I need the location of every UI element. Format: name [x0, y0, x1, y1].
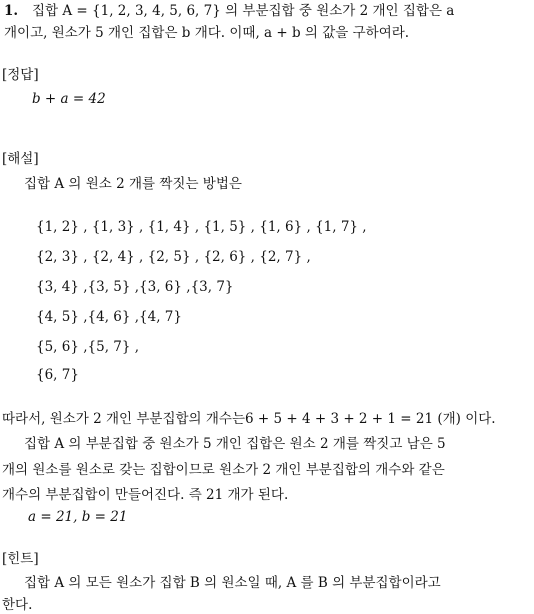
answer-text: b + a = 42 [32, 91, 106, 107]
solution-conclusion-line4: 개수의 부분집합이 만들어진다. 즉 21 개가 된다. [2, 487, 289, 503]
pair-row-1: {1, 2} , {1, 3} , {1, 4} , {1, 5} , {1, 6} , {1, 7} , [36, 219, 367, 235]
hint-label: [힌트] [2, 551, 39, 567]
solution-result: a = 21, b = 21 [28, 509, 128, 525]
hint-text-line2: 한다. [2, 597, 33, 613]
pair-row-6: {6, 7} [36, 367, 79, 383]
solution-conclusion-line3: 개의 원소를 원소로 갖는 집합이므로 원소가 2 개인 부분집합의 개수와 같은 [2, 462, 445, 478]
pair-row-5: {5, 6} ,{5, 7} , [36, 339, 140, 355]
problem-number: 1. [4, 3, 19, 19]
answer-label: [정답] [2, 67, 39, 83]
solution-intro: 집합 A 의 원소 2 개를 짝짓는 방법은 [24, 176, 242, 192]
pair-row-4: {4, 5} ,{4, 6} ,{4, 7} [36, 309, 182, 325]
solution-label: [해설] [2, 151, 39, 167]
pair-row-3: {3, 4} ,{3, 5} ,{3, 6} ,{3, 7} [36, 279, 234, 295]
hint-text-line1: 집합 A 의 모든 원소가 집합 B 의 원소일 때, A 를 B 의 부분집합이라고 [24, 575, 441, 591]
problem-text-line2: 개이고, 원소가 5 개인 집합은 b 개다. 이때, a + b 의 값을 구하여라. [4, 25, 410, 41]
pair-row-2: {2, 3} , {2, 4} , {2, 5} , {2, 6} , {2, 7} , [36, 249, 311, 265]
problem-text-line1: 집합 A = {1, 2, 3, 4, 5, 6, 7} 의 부분집합 중 원소가 2 개인 집합은 a [32, 3, 455, 19]
solution-conclusion-line1: 따라서, 원소가 2 개인 부분집합의 개수는6 + 5 + 4 + 3 + 2 + 1 = 21 (개) 이다. [2, 411, 496, 427]
solution-conclusion-line2: 집합 A 의 부분집합 중 원소가 5 개인 집합은 원소 2 개를 짝짓고 남은 5 [24, 436, 446, 452]
